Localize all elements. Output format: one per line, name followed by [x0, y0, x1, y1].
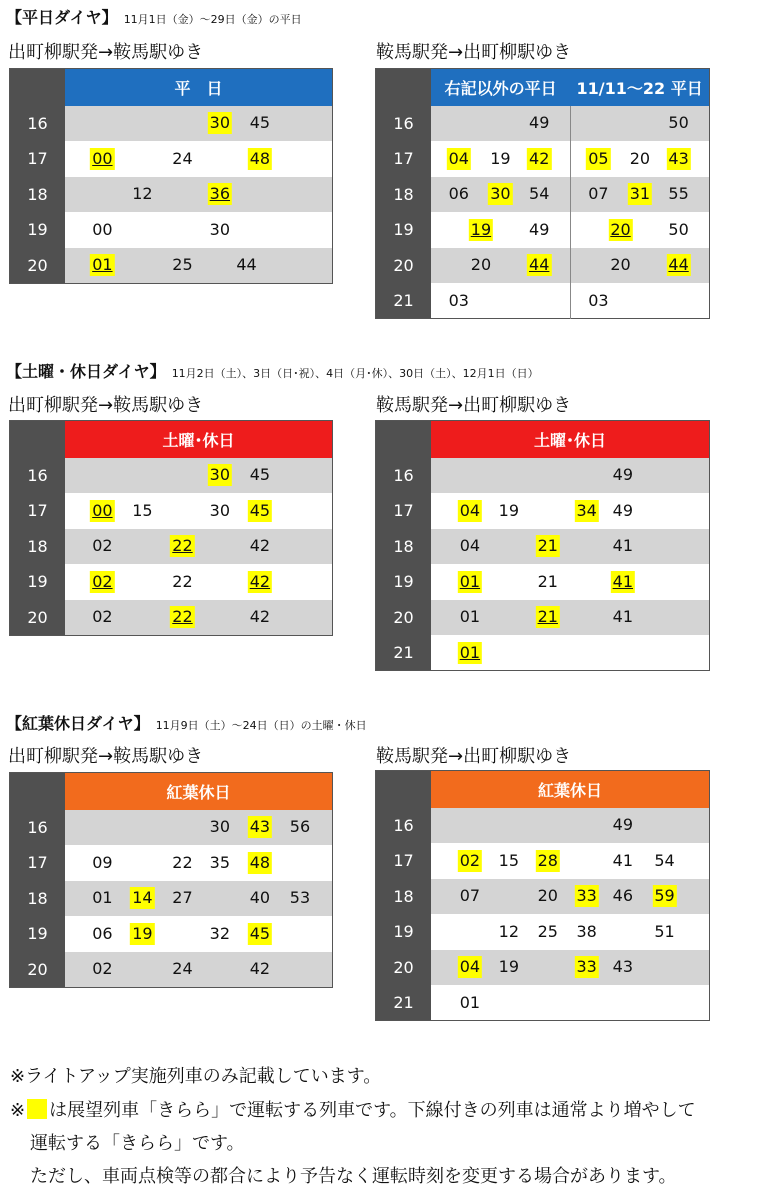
table-row	[376, 564, 710, 600]
kirara-departure-minute: 59	[654, 886, 675, 906]
table-row	[376, 177, 710, 213]
column-header: 紅葉休日	[65, 773, 333, 810]
departure-minute: 03	[448, 290, 469, 310]
departure-minute: 50	[668, 113, 689, 133]
hour-cell: 16	[10, 810, 66, 846]
timetable	[9, 68, 333, 284]
departure-minute: 24	[172, 148, 193, 168]
departure-minute: 15	[132, 500, 153, 520]
departure-minute: 45	[249, 465, 271, 485]
table-row	[10, 916, 333, 952]
departure-minute: 42	[249, 607, 271, 626]
table-row	[10, 141, 333, 177]
note-line: ただし、車両点検等の都合により予告なく運転時刻を変更する場合があります。	[30, 1166, 677, 1187]
kirara-departure-minute: 00	[92, 148, 113, 168]
kirara-departure-minute: 42	[249, 571, 271, 591]
minutes-cell	[431, 529, 710, 565]
kirara-departure-minute: 21	[537, 607, 558, 627]
departure-minute: 49	[529, 219, 550, 239]
kirara-departure-minute: 00	[92, 500, 113, 520]
departure-minute: 54	[654, 850, 675, 870]
departure-minute: 44	[236, 255, 257, 274]
table-row	[10, 177, 333, 213]
minutes-cell	[431, 248, 570, 284]
departure-minute: 22	[172, 571, 193, 591]
departure-minute: 41	[612, 536, 633, 556]
hour-cell: 18	[10, 529, 66, 565]
section-subtitle: 11月1日（金）～29日（金）の平日	[123, 13, 302, 26]
minutes-cell	[65, 106, 333, 142]
minutes-cell	[65, 529, 333, 565]
departure-minute: 30	[209, 817, 231, 837]
hour-cell: 16	[10, 458, 66, 494]
minutes-cell	[570, 248, 709, 284]
minutes-cell	[431, 985, 710, 1021]
table-row	[376, 141, 710, 177]
hour-cell: 17	[376, 493, 432, 529]
minutes-cell	[431, 808, 710, 844]
kirara-departure-minute: 33	[576, 957, 597, 977]
departure-minute: 02	[92, 536, 113, 556]
minutes-cell	[65, 916, 333, 952]
minutes-cell	[431, 106, 570, 142]
departure-minute: 15	[498, 850, 520, 870]
kirara-departure-minute: 31	[629, 184, 651, 204]
table-row	[376, 212, 710, 248]
departure-minute: 19	[490, 148, 511, 168]
minutes-cell	[570, 177, 709, 213]
table-row	[10, 564, 333, 600]
minutes-cell	[431, 914, 710, 950]
highlight-swatch	[27, 1099, 47, 1119]
header-corner	[376, 771, 432, 808]
table-row	[376, 808, 710, 844]
hour-cell: 17	[376, 141, 432, 177]
departure-minute: 01	[459, 607, 481, 627]
kirara-departure-minute: 20	[610, 219, 631, 239]
kirara-departure-minute: 42	[529, 148, 550, 168]
minutes-cell	[65, 177, 333, 213]
hour-cell: 17	[10, 493, 66, 529]
departure-minute: 50	[668, 219, 689, 239]
departure-minute: 35	[209, 852, 231, 872]
kirara-departure-minute: 28	[537, 850, 558, 870]
hour-cell: 18	[10, 881, 66, 917]
hour-cell: 16	[376, 458, 432, 494]
timetable	[375, 68, 710, 319]
table-row	[376, 458, 710, 494]
table-row	[10, 845, 333, 881]
minutes-cell	[570, 106, 709, 142]
kirara-departure-minute: 01	[459, 642, 481, 662]
table-row	[10, 529, 333, 565]
header-corner	[376, 69, 432, 106]
kirara-departure-minute: 05	[588, 148, 609, 168]
minutes-cell	[65, 248, 333, 284]
hour-cell: 17	[376, 843, 432, 879]
hour-cell: 16	[376, 106, 432, 142]
table-row	[376, 985, 710, 1021]
section-title-text: 【紅葉休日ダイヤ】	[6, 714, 150, 733]
table-row	[376, 493, 710, 529]
minutes-cell	[570, 283, 709, 319]
departure-minute: 04	[459, 536, 481, 556]
table-row	[10, 952, 333, 988]
departure-minute: 55	[668, 184, 689, 204]
kirara-departure-minute: 30	[209, 465, 231, 485]
departure-minute: 30	[209, 219, 231, 239]
hour-cell: 16	[376, 808, 432, 844]
departure-minute: 51	[654, 921, 675, 941]
column-header: 土曜･休日	[431, 421, 710, 458]
kirara-departure-minute: 01	[459, 571, 481, 591]
section-title-autumn	[6, 711, 367, 734]
minutes-cell	[431, 879, 710, 915]
minutes-cell	[431, 635, 710, 671]
hour-cell: 20	[10, 600, 66, 636]
minutes-cell	[65, 493, 333, 529]
hour-cell: 19	[376, 212, 432, 248]
minutes-cell	[65, 600, 333, 636]
table-row	[10, 600, 333, 636]
hour-cell: 18	[376, 529, 432, 565]
departure-minute: 00	[92, 219, 113, 239]
minutes-cell	[431, 600, 710, 636]
departure-minute: 45	[249, 113, 271, 133]
kirara-departure-minute: 02	[459, 850, 481, 870]
kirara-departure-minute: 19	[132, 923, 153, 943]
departure-minute: 02	[92, 607, 113, 626]
departure-minute: 27	[172, 888, 193, 908]
departure-minute: 20	[537, 886, 558, 906]
minutes-cell	[65, 212, 333, 248]
hour-cell: 21	[376, 283, 432, 319]
table-row	[376, 843, 710, 879]
header-corner	[10, 773, 66, 810]
table-row	[10, 106, 333, 142]
departure-minute: 20	[470, 255, 492, 275]
departure-minute: 53	[289, 888, 311, 908]
kirara-departure-minute: 48	[249, 852, 271, 872]
hour-cell: 18	[376, 177, 432, 213]
section-subtitle: 11月2日（土）、3日（日･祝）、4日（月･休）、30日（土）、12月1日（日）	[171, 367, 539, 380]
kirara-departure-minute: 41	[612, 571, 633, 591]
kirara-departure-minute: 19	[470, 219, 492, 239]
kirara-departure-minute: 45	[249, 500, 271, 520]
departure-minute: 19	[498, 957, 520, 977]
kirara-departure-minute: 44	[668, 255, 689, 275]
minutes-cell	[431, 212, 570, 248]
minutes-cell	[570, 212, 709, 248]
kirara-departure-minute: 43	[249, 817, 271, 837]
note-line	[10, 1096, 696, 1122]
hour-cell: 18	[10, 177, 66, 213]
departure-minute: 40	[249, 888, 271, 908]
table-row	[376, 879, 710, 915]
minutes-cell	[431, 564, 710, 600]
departure-minute: 02	[92, 959, 113, 978]
kirara-departure-minute: 21	[537, 536, 558, 556]
table-row	[376, 600, 710, 636]
minutes-cell	[570, 141, 709, 177]
departure-minute: 20	[610, 255, 631, 275]
departure-minute: 41	[612, 607, 633, 627]
hour-cell: 21	[376, 985, 432, 1021]
departure-minute: 30	[209, 500, 231, 520]
departure-minute: 42	[249, 959, 271, 978]
departure-minute: 43	[612, 957, 633, 977]
table-row	[10, 212, 333, 248]
note-line: 運転する「きらら」です。	[30, 1133, 245, 1154]
kirara-departure-minute: 48	[249, 148, 271, 168]
direction-label: 出町柳駅発→鞍馬駅ゆき	[8, 746, 204, 767]
departure-minute: 38	[576, 921, 597, 941]
departure-minute: 01	[459, 992, 481, 1012]
table-row	[10, 458, 333, 494]
column-header: 土曜･休日	[65, 421, 333, 458]
minutes-cell	[431, 141, 570, 177]
table-row	[10, 248, 333, 284]
note-text: は展望列車「きらら」で運転する列車です。下線付きの列車は通常より増やして	[49, 1100, 696, 1121]
minutes-cell	[431, 177, 570, 213]
table-row	[376, 248, 710, 284]
departure-minute: 07	[459, 886, 481, 906]
hour-cell: 20	[376, 248, 432, 284]
kirara-departure-minute: 33	[576, 886, 597, 906]
hour-cell: 21	[376, 635, 432, 671]
direction-label: 出町柳駅発→鞍馬駅ゆき	[8, 42, 204, 63]
departure-minute: 49	[612, 465, 633, 485]
departure-minute: 22	[172, 852, 193, 872]
header-corner	[376, 421, 432, 458]
hour-cell: 16	[10, 106, 66, 142]
direction-label: 鞍馬駅発→出町柳駅ゆき	[376, 746, 572, 767]
column-header: 11/11～22 平日	[570, 69, 709, 106]
minutes-cell	[65, 458, 333, 494]
note-line: ※ライトアップ実施列車のみ記載しています。	[10, 1066, 382, 1087]
departure-minute: 41	[612, 850, 633, 870]
hour-cell: 19	[376, 564, 432, 600]
minutes-cell	[431, 843, 710, 879]
minutes-cell	[65, 952, 333, 988]
section-title-holiday	[6, 359, 539, 382]
minutes-cell	[65, 845, 333, 881]
column-header: 平 日	[65, 69, 333, 106]
table-row	[376, 106, 710, 142]
hour-cell: 20	[10, 248, 66, 284]
minutes-cell	[431, 458, 710, 494]
section-subtitle: 11月9日（土）～24日（日）の土曜・休日	[155, 719, 367, 732]
direction-label: 鞍馬駅発→出町柳駅ゆき	[376, 395, 572, 416]
departure-minute: 12	[132, 184, 153, 204]
departure-minute: 46	[612, 886, 633, 906]
header-corner	[10, 421, 66, 458]
departure-minute: 25	[172, 255, 193, 274]
minutes-cell	[65, 141, 333, 177]
departure-minute: 06	[92, 923, 113, 943]
table-row	[376, 914, 710, 950]
hour-cell: 19	[10, 916, 66, 952]
minutes-cell	[431, 493, 710, 529]
section-title-text: 【土曜・休日ダイヤ】	[6, 362, 166, 381]
kirara-departure-minute: 43	[668, 148, 689, 168]
kirara-departure-minute: 02	[92, 571, 113, 591]
table-row	[376, 950, 710, 986]
kirara-departure-minute: 04	[448, 148, 469, 168]
departure-minute: 25	[537, 921, 558, 941]
hour-cell: 19	[10, 564, 66, 600]
section-title-weekday	[6, 5, 302, 28]
departure-minute: 49	[529, 113, 550, 133]
departure-minute: 54	[529, 184, 550, 204]
hour-cell: 17	[10, 141, 66, 177]
timetable	[375, 770, 710, 1021]
table-row	[376, 283, 710, 319]
note-prefix: ※	[10, 1100, 26, 1121]
table-row	[376, 635, 710, 671]
departure-minute: 06	[448, 184, 469, 204]
header-corner	[10, 69, 66, 106]
kirara-departure-minute: 30	[490, 184, 511, 204]
departure-minute: 09	[92, 852, 113, 872]
departure-minute: 49	[612, 500, 633, 520]
departure-minute: 24	[172, 959, 193, 978]
departure-minute: 07	[588, 184, 609, 204]
minutes-cell	[431, 283, 570, 319]
hour-cell: 19	[376, 914, 432, 950]
kirara-departure-minute: 04	[459, 500, 481, 520]
timetable	[375, 420, 710, 671]
kirara-departure-minute: 22	[172, 536, 193, 556]
kirara-departure-minute: 30	[209, 113, 231, 133]
kirara-departure-minute: 04	[459, 957, 481, 977]
section-title-text: 【平日ダイヤ】	[6, 8, 118, 27]
table-row	[10, 810, 333, 846]
departure-minute: 42	[249, 536, 271, 556]
minutes-cell	[65, 564, 333, 600]
departure-minute: 12	[498, 921, 520, 941]
departure-minute: 20	[629, 148, 651, 168]
departure-minute: 32	[209, 923, 231, 943]
minutes-cell	[65, 881, 333, 917]
hour-cell: 19	[10, 212, 66, 248]
table-row	[10, 881, 333, 917]
hour-cell: 20	[376, 950, 432, 986]
kirara-departure-minute: 22	[172, 607, 193, 626]
kirara-departure-minute: 44	[529, 255, 550, 275]
table-row	[10, 493, 333, 529]
timetable	[9, 420, 333, 636]
departure-minute: 03	[588, 290, 609, 310]
kirara-departure-minute: 45	[249, 923, 271, 943]
kirara-departure-minute: 36	[209, 184, 231, 204]
hour-cell: 20	[10, 952, 66, 988]
hour-cell: 18	[376, 879, 432, 915]
column-header: 右記以外の平日	[431, 69, 570, 106]
kirara-departure-minute: 34	[576, 500, 597, 520]
departure-minute: 19	[498, 500, 520, 520]
departure-minute: 21	[537, 571, 558, 591]
minutes-cell	[65, 810, 333, 846]
table-row	[376, 529, 710, 565]
column-header: 紅葉休日	[431, 771, 710, 808]
departure-minute: 49	[612, 815, 633, 835]
departure-minute: 56	[289, 817, 311, 837]
kirara-departure-minute: 01	[92, 255, 113, 274]
hour-cell: 20	[376, 600, 432, 636]
minutes-cell	[431, 950, 710, 986]
direction-label: 鞍馬駅発→出町柳駅ゆき	[376, 42, 572, 63]
direction-label: 出町柳駅発→鞍馬駅ゆき	[8, 395, 204, 416]
hour-cell: 17	[10, 845, 66, 881]
timetable	[9, 772, 333, 988]
kirara-departure-minute: 14	[132, 888, 153, 908]
departure-minute: 01	[92, 888, 113, 908]
